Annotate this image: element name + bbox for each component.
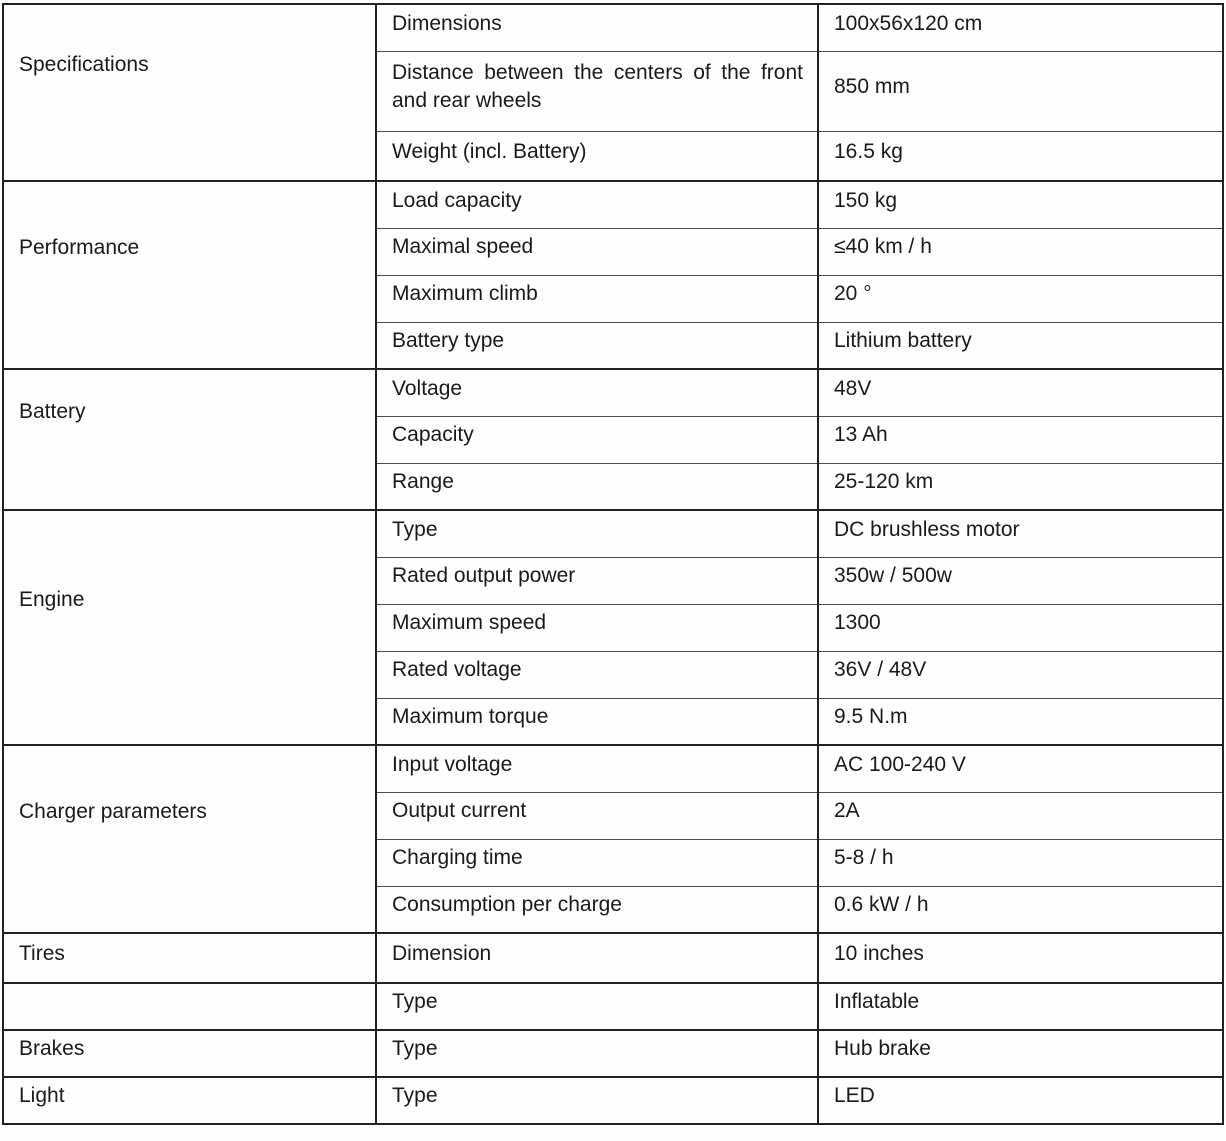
value-cell: 150 kg xyxy=(818,181,1223,228)
property-cell: Maximal speed xyxy=(376,228,818,275)
value-cell: 9.5 N.m xyxy=(818,698,1223,745)
category-cell-brakes: Brakes xyxy=(3,1030,376,1077)
value-cell: AC 100-240 V xyxy=(818,745,1223,792)
value-cell: 10 inches xyxy=(818,933,1223,983)
property-cell: Type xyxy=(376,1077,818,1124)
property-cell: Consumption per charge xyxy=(376,886,818,933)
property-cell: Rated output power xyxy=(376,557,818,604)
value-cell: 850 mm xyxy=(818,51,1223,131)
value-cell: 25-120 km xyxy=(818,463,1223,510)
value-cell: 13 Ah xyxy=(818,416,1223,463)
property-cell: Type xyxy=(376,510,818,557)
value-cell: 0.6 kW / h xyxy=(818,886,1223,933)
property-cell: Capacity xyxy=(376,416,818,463)
property-cell: Weight (incl. Battery) xyxy=(376,131,818,181)
category-cell-battery: Battery xyxy=(3,369,376,510)
property-cell: Load capacity xyxy=(376,181,818,228)
value-cell: 20 ° xyxy=(818,275,1223,322)
value-cell: 100x56x120 cm xyxy=(818,4,1223,51)
value-cell: Lithium battery xyxy=(818,322,1223,369)
property-cell: Maximum speed xyxy=(376,604,818,651)
property-cell: Charging time xyxy=(376,839,818,886)
category-cell-charger-parameters: Charger parameters xyxy=(3,745,376,933)
property-cell: Rated voltage xyxy=(376,651,818,698)
value-cell: 16.5 kg xyxy=(818,131,1223,181)
spec-table xyxy=(2,3,1224,1125)
property-cell: Maximum torque xyxy=(376,698,818,745)
property-cell: Voltage xyxy=(376,369,818,416)
value-cell: 48V xyxy=(818,369,1223,416)
value-cell: 1300 xyxy=(818,604,1223,651)
property-cell: Range xyxy=(376,463,818,510)
value-cell: DC brushless motor xyxy=(818,510,1223,557)
value-cell: 5-8 / h xyxy=(818,839,1223,886)
property-cell: Distance between the centers of the front and rear wheels xyxy=(376,51,818,131)
category-cell-performance: Performance xyxy=(3,181,376,369)
property-cell: Type xyxy=(376,983,818,1030)
value-cell: Inflatable xyxy=(818,983,1223,1030)
property-cell: Maximum climb xyxy=(376,275,818,322)
property-cell: Dimensions xyxy=(376,4,818,51)
value-cell: 2A xyxy=(818,792,1223,839)
category-cell-tires: Tires xyxy=(3,933,376,983)
property-cell: Battery type xyxy=(376,322,818,369)
category-cell-specifications: Specifications xyxy=(3,4,376,181)
value-cell: 350w / 500w xyxy=(818,557,1223,604)
category-cell-light: Light xyxy=(3,1077,376,1124)
property-cell: Dimension xyxy=(376,933,818,983)
value-cell: ≤40 km / h xyxy=(818,228,1223,275)
value-cell: Hub brake xyxy=(818,1030,1223,1077)
category-cell-empty xyxy=(3,983,376,1030)
value-cell: 36V / 48V xyxy=(818,651,1223,698)
value-cell: LED xyxy=(818,1077,1223,1124)
property-cell: Input voltage xyxy=(376,745,818,792)
property-cell: Output current xyxy=(376,792,818,839)
category-cell-engine: Engine xyxy=(3,510,376,745)
property-cell: Type xyxy=(376,1030,818,1077)
